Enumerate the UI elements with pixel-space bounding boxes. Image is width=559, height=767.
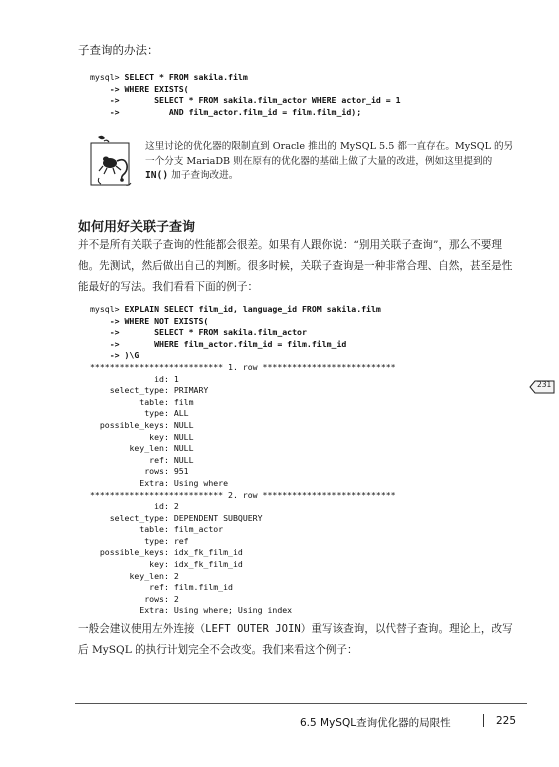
explain-field: type: ref xyxy=(144,535,189,546)
explain-field-key: key xyxy=(149,559,164,570)
explain-field-key: ref xyxy=(149,454,164,465)
explain-field-value: film.film_id xyxy=(173,582,233,593)
explain-field-key: rows xyxy=(144,466,164,477)
explain-field: possible_keys: idx_fk_film_id xyxy=(99,547,243,558)
explain-field: key_len: 2 xyxy=(129,570,179,581)
explain-field-key: id xyxy=(154,373,164,384)
explain-field-key: type xyxy=(144,535,164,546)
footer-section-title: 6.5 MySQL查询优化器的局限性 xyxy=(300,717,451,729)
intro-text: 子查询的办法： xyxy=(78,43,159,57)
explain-field-value: 2 xyxy=(173,570,179,581)
explain-field: table: film_actor xyxy=(139,524,224,535)
explain-row-2 xyxy=(90,501,292,615)
explain-field: key: idx_fk_film_id xyxy=(149,559,243,570)
explain-field-key: key_len xyxy=(129,443,164,454)
explain-field: id: 1 xyxy=(154,373,179,384)
explain-field: Extra: Using where; Using index xyxy=(139,605,293,616)
explain-field-key: possible_keys xyxy=(99,547,164,558)
explain-field-value: Using where; Using index xyxy=(173,605,293,616)
explain-field-key: select_type xyxy=(109,385,164,396)
explain-field-key: select_type xyxy=(109,512,164,523)
explain-field-key: possible_keys xyxy=(99,419,164,430)
explain-field-key: ref xyxy=(149,582,164,593)
scorpion-tip-icon xyxy=(88,133,138,191)
explain-field: possible_keys: NULL xyxy=(99,419,194,430)
explain-field-value: film xyxy=(173,396,194,407)
explain-field-key: Extra xyxy=(139,605,164,616)
explain-field-value: film_actor xyxy=(173,524,224,535)
paragraph-left-join: 一般会建议使用左外连接（LEFT OUTER JOIN）重写该查询，以代替子查询。理论上，改写后 MySQL 的执行计划完全不会改变。我们来看这个例子： xyxy=(78,623,513,656)
explain-field: select_type: PRIMARY xyxy=(109,385,209,396)
explain-field-value: NULL xyxy=(173,419,194,430)
explain-field: key_len: NULL xyxy=(129,443,194,454)
margin-page-badge: 231 xyxy=(529,379,555,393)
footer-divider xyxy=(483,714,484,727)
paragraph-correlated-subquery: 并不是所有关联子查询的性能都会很差。如果有人跟你说：“别用关联子查询”，那么不要理他。先测试，然后做出自己的判断。很多时候，关联子查询是一种非常合理、自然，甚至是性能最好的写法。我们看看下面的例子： xyxy=(78,239,513,293)
explain-field: ref: film.film_id xyxy=(149,582,233,593)
explain-field-key: id xyxy=(154,501,164,512)
explain-field: select_type: DEPENDENT SUBQUERY xyxy=(109,512,263,523)
explain-field-value: DEPENDENT SUBQUERY xyxy=(173,512,263,523)
explain-field-value: ref xyxy=(173,535,189,546)
explain-field-value: 2 xyxy=(173,501,179,512)
explain-field-value: ALL xyxy=(173,408,189,419)
explain-field-value: NULL xyxy=(173,454,194,465)
explain-field-value: Using where xyxy=(173,477,229,488)
explain-field: rows: 951 xyxy=(144,466,189,477)
explain-field-value: 2 xyxy=(173,593,179,604)
explain-field-value: PRIMARY xyxy=(173,385,209,396)
inline-code-left-outer-join: LEFT OUTER JOIN xyxy=(205,623,301,635)
explain-field-key: key xyxy=(149,431,164,442)
explain-field: table: film xyxy=(139,396,194,407)
tip-text: 这里讨论的优化器的限制直到 Oracle 推出的 MySQL 5.5 都一直存在。MySQL 的另 一个分支 MariaDB 则在原有的优化器的基础上做了大量的改进，例如这里提到的 IN() 加子查询改进。 xyxy=(145,141,514,181)
footer-page-number: 225 xyxy=(496,715,517,727)
explain-field: type: ALL xyxy=(144,408,189,419)
explain-field: ref: NULL xyxy=(149,454,194,465)
explain-field-value: idx_fk_film_id xyxy=(173,559,243,570)
footer-rule xyxy=(75,703,527,704)
explain-field-value: 1 xyxy=(173,373,179,384)
explain-field-key: Extra xyxy=(139,477,164,488)
explain-field: rows: 2 xyxy=(144,593,179,604)
explain-field-key: type xyxy=(144,408,164,419)
tip-box xyxy=(88,133,528,193)
tip-code: IN() xyxy=(145,170,169,181)
code-block-exists: mysql> SELECT * FROM sakila.film -> WHERE EXISTS( -> SELECT * FROM sakila.film_actor WHERE actor_id = 1 -> AND film_actor.film_id = film.film_id); xyxy=(90,72,401,117)
explain-field: Extra: Using where xyxy=(139,477,229,488)
explain-field: key: NULL xyxy=(149,431,194,442)
explain-field-key: key_len xyxy=(129,570,164,581)
explain-row-1 xyxy=(90,374,228,488)
explain-field-key: table xyxy=(139,524,164,535)
section-heading: 如何用好关联子查询 xyxy=(78,220,196,235)
explain-field-key: table xyxy=(139,396,164,407)
explain-field-value: NULL xyxy=(173,443,194,454)
code-block-explain: mysql> EXPLAIN SELECT film_id, language_id FROM sakila.film -> WHERE NOT EXISTS( -> SELECT * FROM sakila.film_actor -> WHERE film_actor.film_id = film.film_id -> )\G *************************** 1. row *************************** id: 1 select_type: PRIMARY table: film type: ALL possible_keys: NULL key: NULL key_len: NULL ref: NULL rows: 951 Extra: Using where *************************** 2. row *************************** id: 2 select_type: DEPENDENT SUBQUERY table: film_actor type: ref possible_keys: idx_fk_film_id key: idx_fk_film_id key_len: 2 ref: film.film_id rows: 2 Extra: Using where; Using index xyxy=(90,304,396,616)
explain-field: id: 2 xyxy=(154,501,179,512)
explain-field-value: NULL xyxy=(173,431,194,442)
explain-field-value: 951 xyxy=(173,466,189,477)
explain-field-value: idx_fk_film_id xyxy=(173,547,243,558)
explain-field-key: rows xyxy=(144,593,164,604)
